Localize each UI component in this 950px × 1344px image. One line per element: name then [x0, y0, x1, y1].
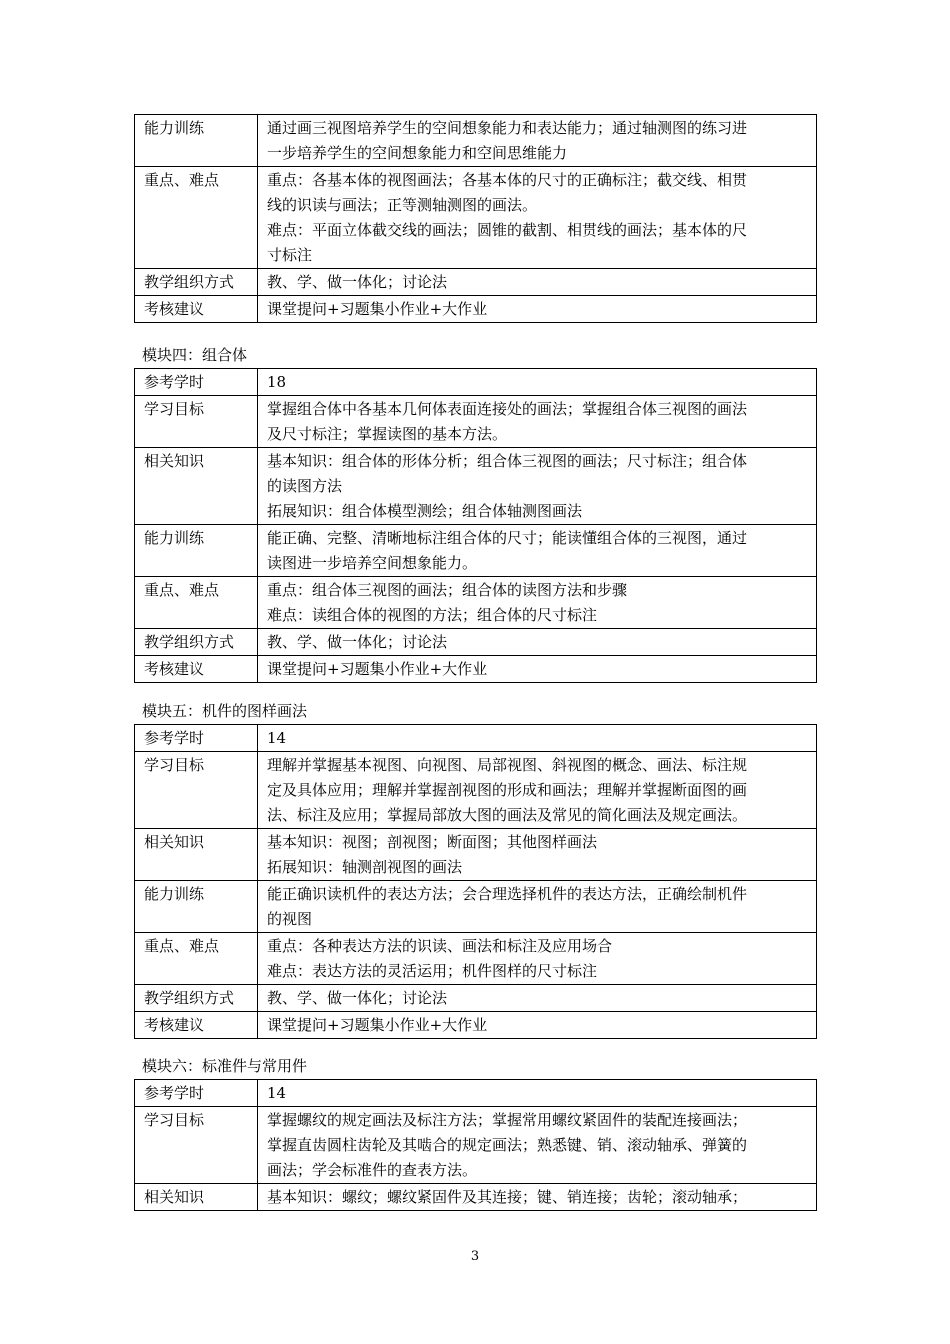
content-line: 能正确识读机件的表达方法；会合理选择机件的表达方法，正确绘制机件: [267, 885, 748, 903]
table-row: [135, 1107, 817, 1184]
content-line: 教、学、做一体化；讨论法: [267, 273, 448, 291]
content-line: 基本知识：组合体的形体分析；组合体三视图的画法；尺寸标注；组合体: [267, 452, 748, 470]
row-content: [258, 629, 817, 656]
page-number: 3: [470, 1249, 480, 1264]
row-label: 学习目标: [135, 396, 258, 448]
content-line: 一步培养学生的空间想象能力和空间思维能力: [267, 144, 568, 162]
content-line: 法、标注及应用；掌握局部放大图的画法及常见的简化画法及规定画法。: [267, 806, 748, 824]
content-line: 难点：读组合体的视图的方法；组合体的尺寸标注: [267, 606, 598, 624]
row-label: 能力训练: [135, 525, 258, 577]
row-content: [258, 525, 817, 577]
table-row: [135, 629, 817, 656]
row-label: 考核建议: [135, 656, 258, 683]
content-line: 基本知识：螺纹；螺纹紧固件及其连接；键、销连接；齿轮；滚动轴承；: [267, 1188, 748, 1206]
table-module4: [134, 368, 817, 683]
table-row: [135, 752, 817, 829]
row-label: 教学组织方式: [135, 629, 258, 656]
row-label: 能力训练: [135, 115, 258, 167]
row-content: [258, 369, 817, 396]
row-content: [258, 115, 817, 167]
row-content: [258, 1080, 817, 1107]
row-content: [258, 725, 817, 752]
table-row: [135, 296, 817, 323]
row-label: 参考学时: [135, 369, 258, 396]
table-row: [135, 725, 817, 752]
content-line: 定及具体应用；理解并掌握剖视图的形成和画法；理解并掌握断面图的画: [267, 781, 748, 799]
row-label: 教学组织方式: [135, 985, 258, 1012]
row-label: 考核建议: [135, 296, 258, 323]
content-line: 理解并掌握基本视图、向视图、局部视图、斜视图的概念、画法、标注规: [267, 756, 748, 774]
content-line: 的视图: [267, 910, 313, 928]
row-label: 参考学时: [135, 725, 258, 752]
row-content: [258, 1184, 817, 1211]
content-line: 课堂提问+习题集小作业+大作业: [267, 1016, 488, 1034]
row-label: 学习目标: [135, 1107, 258, 1184]
content-line: 教、学、做一体化；讨论法: [267, 633, 448, 651]
content-line: 掌握螺纹的规定画法及标注方法；掌握常用螺纹紧固件的装配连接画法；: [267, 1111, 748, 1129]
row-label: 相关知识: [135, 448, 258, 525]
row-content: [258, 269, 817, 296]
table-row: [135, 577, 817, 629]
content-line: 基本知识：视图；剖视图；断面图；其他图样画法: [267, 833, 598, 851]
content-line: 教、学、做一体化；讨论法: [267, 989, 448, 1007]
row-label: 教学组织方式: [135, 269, 258, 296]
row-content: [258, 752, 817, 829]
content-line: 寸标注: [267, 246, 313, 264]
row-content: [258, 577, 817, 629]
table-row: [135, 269, 817, 296]
content-line: 难点：平面立体截交线的画法；圆锥的截割、相贯线的画法；基本体的尺: [267, 221, 748, 239]
table-module5: [134, 724, 817, 1039]
content-line: 重点：各基本体的视图画法；各基本体的尺寸的正确标注；截交线、相贯: [267, 171, 748, 189]
row-label: 重点、难点: [135, 933, 258, 985]
row-content: [258, 881, 817, 933]
content-line: 重点：各种表达方法的识读、画法和标注及应用场合: [267, 937, 613, 955]
module5-title: 模块五：机件的图样画法: [142, 702, 308, 720]
content-line: 的读图方法: [267, 477, 343, 495]
row-label: 重点、难点: [135, 167, 258, 269]
row-content: [258, 448, 817, 525]
table-row: [135, 448, 817, 525]
content-line: 拓展知识：组合体模型测绘；组合体轴测图画法: [267, 502, 583, 520]
row-content: [258, 933, 817, 985]
row-content: [258, 396, 817, 448]
table-row: [135, 1080, 817, 1107]
row-label: 相关知识: [135, 829, 258, 881]
module6-title: 模块六：标准件与常用件: [142, 1057, 308, 1075]
table-row: [135, 525, 817, 577]
content-line: 通过画三视图培养学生的空间想象能力和表达能力；通过轴测图的练习进: [267, 119, 748, 137]
row-label: 参考学时: [135, 1080, 258, 1107]
table-row: [135, 1012, 817, 1039]
table-row: [135, 985, 817, 1012]
module4-title: 模块四：组合体: [142, 346, 248, 364]
row-content: [258, 167, 817, 269]
content-line: 掌握直齿圆柱齿轮及其啮合的规定画法；熟悉键、销、滚动轴承、弹簧的: [267, 1136, 748, 1154]
content-line: 18: [267, 373, 287, 391]
table-row: [135, 829, 817, 881]
content-line: 线的识读与画法；正等测轴测图的画法。: [267, 196, 538, 214]
row-content: [258, 1012, 817, 1039]
content-line: 能正确、完整、清晰地标注组合体的尺寸；能读懂组合体的三视图，通过: [267, 529, 748, 547]
content-line: 掌握组合体中各基本几何体表面连接处的画法；掌握组合体三视图的画法: [267, 400, 748, 418]
content-line: 及尺寸标注；掌握读图的基本方法。: [267, 425, 508, 443]
row-label: 能力训练: [135, 881, 258, 933]
row-content: [258, 985, 817, 1012]
content-line: 拓展知识：轴测剖视图的画法: [267, 858, 463, 876]
row-content: [258, 1107, 817, 1184]
table-row: [135, 369, 817, 396]
table-module6: [134, 1079, 817, 1211]
table-row: [135, 933, 817, 985]
row-label: 学习目标: [135, 752, 258, 829]
table-row: [135, 115, 817, 167]
content-line: 画法；学会标准件的查表方法。: [267, 1161, 478, 1179]
row-label: 重点、难点: [135, 577, 258, 629]
table-row: [135, 396, 817, 448]
row-content: [258, 656, 817, 683]
content-line: 课堂提问+习题集小作业+大作业: [267, 300, 488, 318]
content-line: 14: [267, 729, 287, 747]
table-module3-continued: [134, 114, 817, 323]
row-label: 考核建议: [135, 1012, 258, 1039]
row-content: [258, 296, 817, 323]
content-line: 重点：组合体三视图的画法；组合体的读图方法和步骤: [267, 581, 628, 599]
content-line: 14: [267, 1084, 287, 1102]
table-row: [135, 1184, 817, 1211]
content-line: 课堂提问+习题集小作业+大作业: [267, 660, 488, 678]
content-line: 读图进一步培养空间想象能力。: [267, 554, 478, 572]
table-row: [135, 881, 817, 933]
table-row: [135, 167, 817, 269]
content-line: 难点：表达方法的灵活运用；机件图样的尺寸标注: [267, 962, 598, 980]
row-content: [258, 829, 817, 881]
table-row: [135, 656, 817, 683]
row-label: 相关知识: [135, 1184, 258, 1211]
